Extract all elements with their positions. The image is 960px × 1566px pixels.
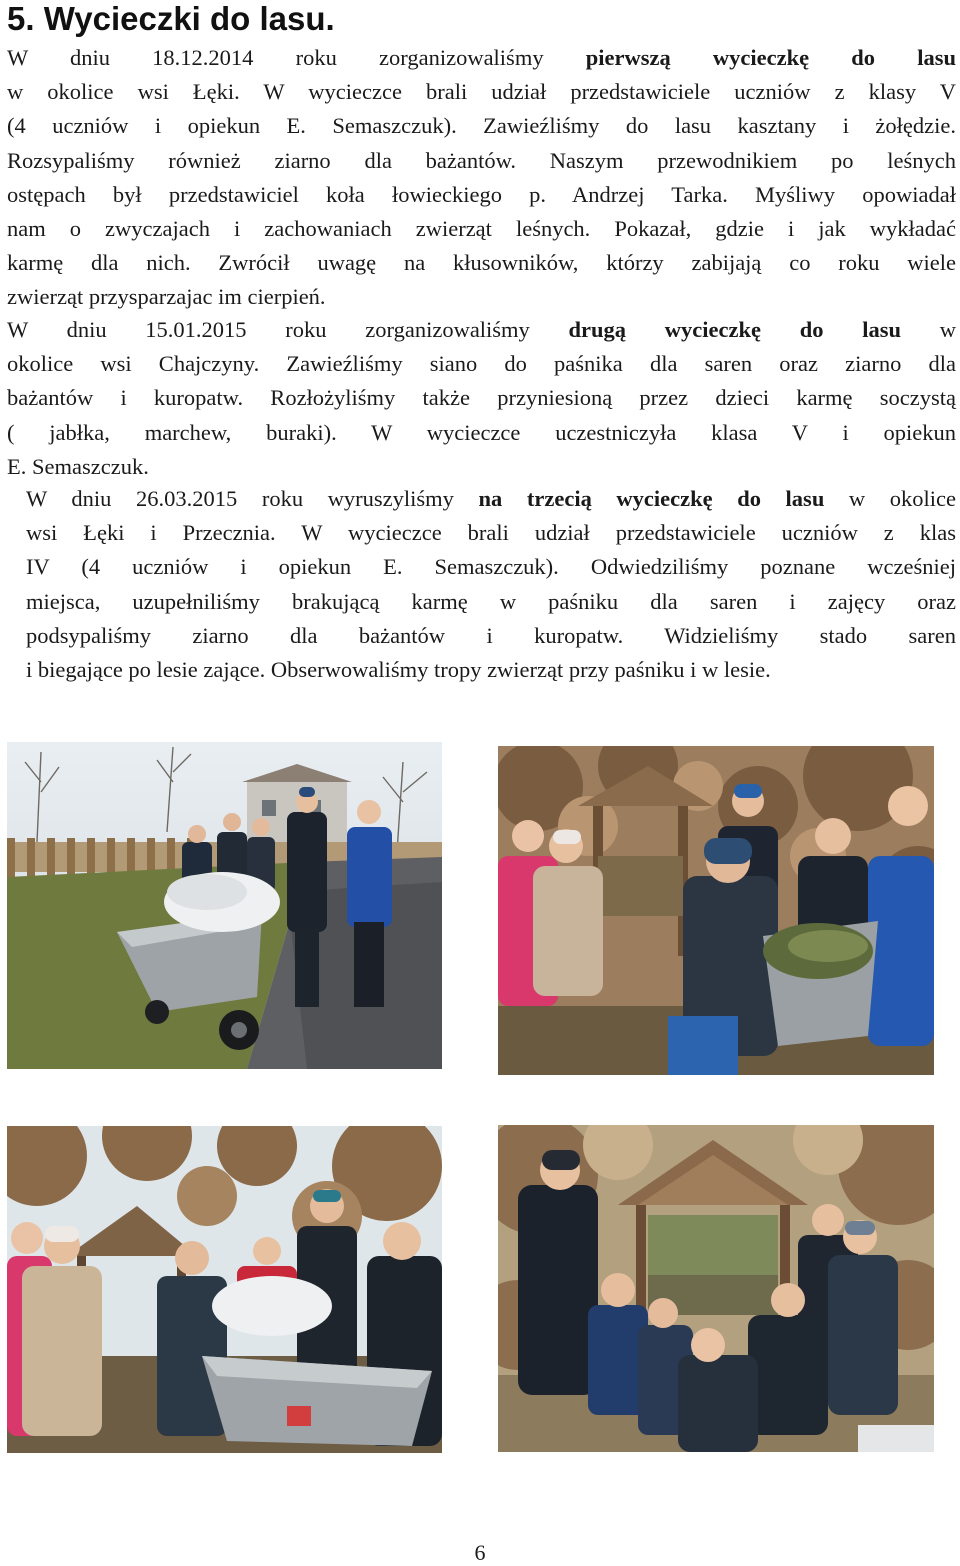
photo-unloading-sack (7, 1126, 442, 1453)
text-segment: Rozsypaliśmy również ziarno dla bażantów. Naszym przewodnikiem po leśnych (7, 147, 956, 173)
text-segment: W dniu 18.12.2014 roku zorganizowaliśmy (7, 45, 586, 70)
text-line (7, 280, 956, 314)
text-line (7, 450, 956, 484)
text-segment: W dniu 26.03.2015 roku wyruszyliśmy (26, 486, 479, 511)
text-segment: bażantów i kuropatw. Rozłożyliśmy także przyniesioną przez dzieci karmę soczystą (7, 385, 956, 411)
text-segment: IV (4 uczniów i opiekun E. Semaszczuk). Odwiedziliśmy poznane wcześniej (26, 554, 956, 580)
text-segment: w okolice (824, 486, 957, 511)
text-segment: wsi Łęki i Przecznia. W wycieczce brali udział przedstawiciele uczniów z klas (26, 520, 956, 546)
text-line (26, 653, 956, 687)
text-segment: i biegające po lesie zające. Obserwowaliśmy tropy zwierząt przy paśniku i w lesie. (26, 656, 771, 682)
text-line (26, 482, 956, 516)
text-segment: karmę dla nich. Zwrócił uwagę na kłusowników, którzy zabijają co roku wiele (7, 250, 956, 276)
bold-text: pierwszą wycieczkę do lasu (585, 45, 956, 70)
text-segment: E. Semaszczuk. (7, 453, 149, 479)
bold-text: drugą wycieczkę do lasu (568, 317, 901, 342)
photo-wheelbarrow-road (7, 742, 442, 1069)
text-segment: podsypaliśmy ziarno dla bażantów i kuropatw. Widzieliśmy stado saren (26, 622, 956, 648)
text-line (7, 212, 956, 246)
text-line (7, 416, 956, 450)
text-line (7, 246, 956, 280)
photo-feeder-hay (498, 746, 934, 1075)
paragraph-third-trip (26, 482, 956, 687)
text-segment: okolice wsi Chajczyny. Zawieźliśmy siano do paśnika dla saren oraz ziarno dla (7, 351, 956, 377)
text-segment: w okolice wsi Łęki. W wycieczce brali udział przedstawiciele uczniów z klasy V (7, 79, 956, 105)
text-segment: zwierząt przysparzajac im cierpień. (7, 284, 326, 310)
text-segment: w (901, 317, 956, 342)
text-line (26, 550, 956, 584)
text-line (7, 41, 956, 75)
text-segment: miejsca, uzupełniliśmy brakującą karmę w paśniku dla saren i zajęcy oraz (26, 588, 956, 614)
text-segment: ostępach był przedstawiciel koła łowieckiego p. Andrzej Tarka. Myśliwy opowiadał (7, 181, 956, 207)
text-segment: ( jabłka, marchew, buraki). W wycieczce uczestniczyła klasa V i opiekun (7, 419, 956, 445)
section-heading: 5. Wycieczki do lasu. (7, 0, 335, 37)
photo-group-feeder (498, 1125, 934, 1452)
text-segment: W dniu 15.01.2015 roku zorganizowaliśmy (7, 317, 569, 342)
text-line (26, 585, 956, 619)
paragraph-first-trip (7, 41, 956, 315)
text-line (7, 313, 956, 347)
page-number: 6 (474, 1540, 486, 1565)
text-line (7, 178, 956, 212)
text-line (7, 75, 956, 109)
text-line (26, 516, 956, 550)
text-line (7, 381, 956, 415)
text-line (26, 619, 956, 653)
text-line (7, 144, 956, 178)
text-segment: (4 uczniów i opiekun E. Semaszczuk). Zawieźliśmy do lasu kasztany i żołędzie. (7, 113, 956, 139)
bold-text: na trzecią wycieczkę do lasu (478, 486, 825, 511)
text-line (7, 347, 956, 381)
text-segment: nam o zwyczajach i zachowaniach zwierząt leśnych. Pokazał, gdzie i jak wykładać (7, 215, 956, 241)
paragraph-second-trip (7, 313, 956, 484)
text-line (7, 109, 956, 143)
